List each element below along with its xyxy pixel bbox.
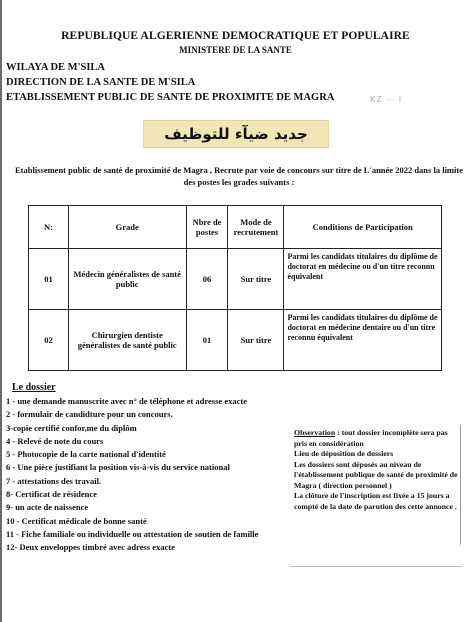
list-item: 6 - Une pièce justifiant la position vis-à-vis du service national — [6, 462, 230, 473]
list-item: 1 - une demande manuscrite avec n° de téléphone et adresse exacte — [6, 396, 247, 406]
list-item: 5 - Photocopie de la carte national d'identité — [6, 449, 166, 460]
row-postes: 06 — [186, 249, 228, 310]
list-item: 3-copie certifié confor,me du diplôm — [6, 422, 137, 433]
ministry-heading: MINISTERE DE LA SANTE — [179, 45, 292, 55]
observation-line: La clôture de l'inscription est fixée a 15 jours a compté de la date de parution des cette annonce . — [294, 491, 457, 511]
table-row — [29, 310, 442, 371]
posts-table — [28, 205, 442, 371]
arabic-banner: جديد ضيآء للتوظيف — [143, 120, 329, 148]
scan-edge — [0, 0, 2, 622]
list-item: 2 - formulair de candidture pour un concours. — [6, 409, 173, 420]
observation-first-line — [294, 428, 460, 449]
row-conditions: Parmi les candidats titulaires du diplôme de doctorat en médecine dentaire ou d'un titre reconnu équivalent — [284, 310, 442, 371]
observation-box — [294, 428, 460, 512]
header-postes: Nbre de postes — [186, 206, 228, 249]
observation-line: Lieu de déposition de dossiers — [294, 449, 394, 458]
etablissement-line: ETABLISSEMENT PUBLIC DE SANTE DE PROXIMITE DE MAGRA — [6, 92, 335, 103]
row-number: 02 — [29, 310, 69, 371]
faint-stamp: KZ ⋯ ا — [370, 95, 402, 104]
row-mode: Sur titre — [228, 249, 284, 310]
direction-line: DIRECTION DE LA SANTE DE M'SILA — [6, 77, 196, 88]
table-header-row — [29, 206, 442, 249]
table-row — [29, 249, 442, 310]
list-item: 8- Certificat de résidence — [6, 489, 97, 500]
observation-line: Les dossiers sont déposés au niveau de l'établissement publique de santé de proximité de Magra ( direction personnel ) — [294, 459, 458, 490]
list-item: 10 - Certificat médicale de bonne santé — [6, 515, 147, 526]
bottom-rule — [290, 566, 462, 567]
row-mode: Sur titre — [228, 310, 284, 371]
row-number: 01 — [29, 249, 69, 310]
row-conditions: Parmi les candidats titulaires du diplôme de doctorat en médecine ou d'un titre reconnu équivalent — [284, 249, 442, 310]
wilaya-line: WILAYA DE M'SILA — [6, 62, 106, 73]
row-postes: 01 — [186, 310, 228, 371]
header-grade: Grade — [68, 206, 186, 249]
observation-text: : tout dossier incomplète sera pas pris en considération — [294, 428, 448, 448]
list-item: 11 - Fiche familiale ou individuelle ou attestation de soutien de famille — [6, 528, 259, 539]
intro-paragraph: Etablissement public de santé de proximité de Magra , Recrute par voie de concours sur titre de L'année 2022 dans la limite des postes les grades suivants : — [15, 165, 463, 187]
list-item: 9- un acte de naissence — [6, 502, 89, 513]
list-item: 12- Deux enveloppes timbré avec adress exacte — [6, 542, 175, 553]
row-grade: Médecin généralistes de santé public — [68, 249, 186, 310]
observation-label: Observation — [294, 428, 336, 437]
header-conditions: Conditions de Participation — [284, 206, 442, 249]
list-item: 4 - Relevé de note du cours — [6, 435, 104, 446]
list-item: 7 - attestations des travail. — [6, 475, 102, 486]
dossier-list — [6, 395, 258, 555]
dossier-title: Le dossier — [12, 382, 56, 393]
republic-heading: REPUBLIQUE ALGERIENNE DEMOCRATIQUE ET POPULAIRE — [61, 30, 410, 42]
header-mode: Mode de recrutement — [228, 206, 284, 249]
row-grade: Chirurgien dentiste généralistes de santé public — [68, 310, 186, 371]
header-n: N: — [29, 206, 69, 249]
